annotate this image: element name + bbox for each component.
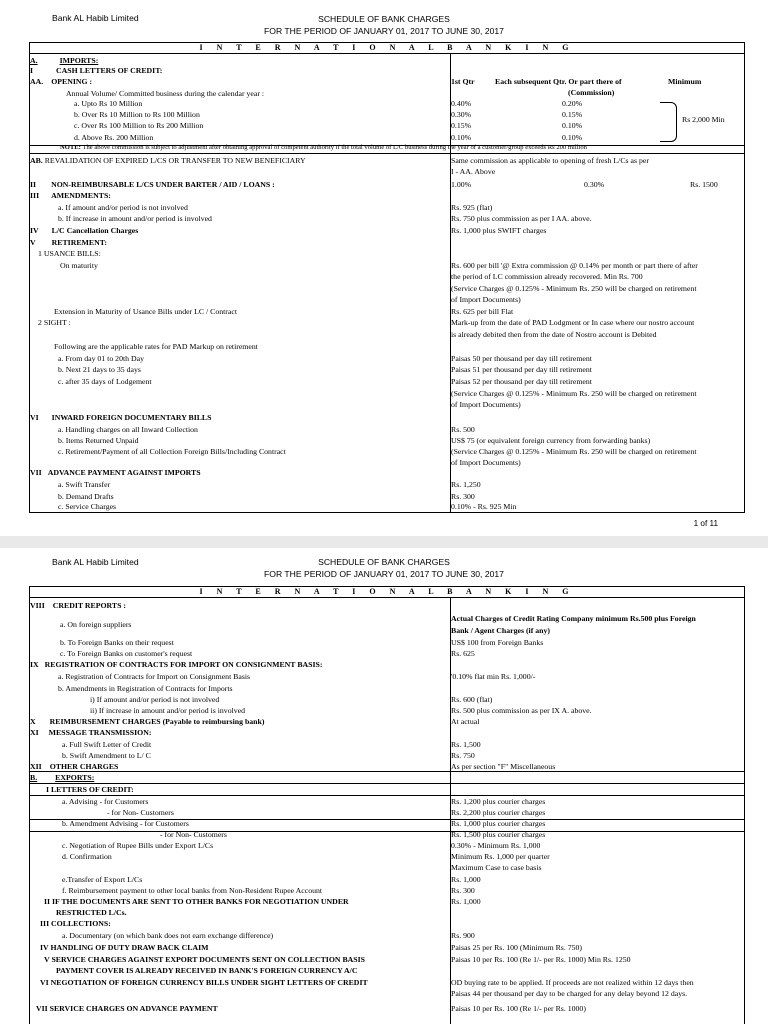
ii-value-3: Rs. 1500: [690, 180, 718, 189]
pad-service-2: of Import Documents): [451, 400, 521, 409]
document-page-2: [0, 548, 768, 1024]
tier-d-qn: 0.10%: [562, 133, 583, 142]
label-ab: AB.: [30, 156, 43, 165]
label-ii: II: [30, 180, 37, 189]
e1-b-value: Rs. 1,000 plus courier charges: [451, 819, 546, 828]
e1-d: d. Confirmation: [62, 852, 112, 861]
ix-a: a. Registration of Contracts for Import on Consignment Basis: [58, 672, 251, 681]
xii-value: As per section "F" Miscellaneous: [451, 762, 556, 771]
vii-text: ADVANCE PAYMENT AGAINST IMPORTS: [47, 468, 201, 477]
pad-a: a. From day 01 to 20th Day: [58, 354, 144, 363]
e1-a2: - for Non- Customers: [107, 808, 174, 817]
section-aa-label: [30, 77, 92, 86]
vii-a: a. Swift Transfer: [58, 480, 111, 489]
ix-text: REGISTRATION OF CONTRACTS FOR IMPORT ON CONSIGNMENT BASIS:: [44, 660, 323, 669]
ix-b: b. Amendments in Registration of Contracts for Imports: [58, 684, 233, 693]
label-xi: XI: [30, 728, 39, 737]
e5-line-2: PAYMENT COVER IS ALREADY RECEIVED IN BANK'S FOREIGN CURRENCY A/C: [56, 966, 358, 975]
iii-a-value: Rs. 925 (flat): [451, 203, 493, 212]
pad-c: c. after 35 days of Lodgement: [58, 377, 152, 386]
bank-name: Bank AL Habib Limited: [52, 557, 139, 567]
viii-a: a. On foreign suppliers: [60, 620, 132, 629]
col-commission: (Commission): [568, 88, 615, 97]
note-row: [60, 143, 587, 152]
section-xii: [30, 762, 118, 771]
col-first-qtr: 1st Qtr: [451, 77, 475, 86]
section-xi: [30, 728, 151, 737]
page-number: 1 of 11: [693, 519, 718, 528]
x-value: At actual: [451, 717, 480, 726]
x-text: REIMBURSEMENT CHARGES (Payable to reimbursing bank): [49, 717, 265, 726]
e1-c-value: 0.30% - Minimum Rs. 1,000: [451, 841, 541, 850]
section-iii: [30, 191, 111, 200]
viii-c: c. To Foreign Banks on customer's request: [60, 649, 193, 658]
iv-text: L/C Cancellation Charges: [51, 226, 139, 235]
e1-b2: - for Non- Customers: [160, 830, 227, 839]
viii-c-value: Rs. 625: [451, 649, 475, 658]
title-line-1: SCHEDULE OF BANK CHARGES: [318, 557, 450, 567]
label-a: A.: [30, 56, 38, 65]
label-iv: IV: [30, 226, 39, 235]
ii-value-1: 1.00%: [451, 180, 472, 189]
tier-a-label: a. Upto Rs 10 Million: [74, 99, 143, 108]
sight-value-2: is already debited then from the date of Nostro account is Debited: [451, 330, 657, 339]
iii-b: b. If increase in amount and/or period is involved: [58, 214, 212, 223]
vi-c: c. Retirement/Payment of all Collection Foreign Bills/Including Contract: [58, 447, 286, 456]
label-aa: AA.: [30, 77, 44, 86]
section-ab: [30, 156, 306, 165]
minimum-value: Rs 2,000 Min: [682, 115, 725, 124]
e6-value-1: OD buying rate to be applied. If proceeds are not realized within 12 days then: [451, 978, 694, 987]
exports-heading: EXPORTS:: [55, 773, 95, 782]
label-vii: VII: [30, 468, 42, 477]
label-viii: VIII: [30, 601, 45, 610]
e3-heading: III COLLECTIONS:: [40, 919, 111, 928]
vii-c-value: 0.10% - Rs. 925 Min: [451, 502, 517, 511]
pad-a-value: Paisas 50 per thousand per day till retirement: [451, 354, 592, 363]
pad-b-value: Paisas 51 per thousand per day till retirement: [451, 365, 592, 374]
note-text: The above commission is subject to adjustment after obtaining approval of competent authority if the total volume of L/C business during the year of a customer/group exceeds Rs 200 million: [82, 144, 587, 151]
tier-c-qn: 0.10%: [562, 121, 583, 130]
section-v: [30, 238, 107, 247]
e1-a: a. Advising - for Customers: [62, 797, 149, 806]
document-title: [170, 13, 598, 37]
v-text: RETIREMENT:: [51, 238, 107, 247]
section-vi: [30, 413, 211, 422]
e2-line-1: II IF THE DOCUMENTS ARE SENT TO OTHER BANKS FOR NEGOTIATION UNDER: [44, 897, 349, 906]
pad-c-value: Paisas 52 per thousand per day till retirement: [451, 377, 592, 386]
row-divider: [30, 795, 744, 796]
maturity-value-4: of Import Documents): [451, 295, 521, 304]
viii-b-value: US$ 100 from Foreign Banks: [451, 638, 544, 647]
section-x: [30, 717, 264, 726]
exports-lc-heading: I LETTERS OF CREDIT:: [46, 785, 134, 794]
e1-d-value-2: Maximum Case to case basis: [451, 863, 542, 872]
xi-b: b. Swift Amendment to L/ C: [62, 751, 151, 760]
label-xii: XII: [30, 762, 42, 771]
document-title: [170, 556, 598, 580]
sight-heading: 2 SIGHT :: [38, 318, 71, 327]
label-i: I: [30, 66, 34, 75]
label-b: B.: [30, 773, 38, 782]
tier-c-q1: 0.15%: [451, 121, 472, 130]
extension-usance: Extension in Maturity of Usance Bills under LC / Contract: [54, 307, 237, 316]
viii-text: CREDIT REPORTS :: [52, 601, 126, 610]
tier-b-label: b. Over Rs 10 Million to Rs 100 Million: [74, 110, 200, 119]
pad-rates-intro: Following are the applicable rates for PAD Markup on retirement: [54, 342, 258, 351]
iii-text: AMENDMENTS:: [51, 191, 111, 200]
e7-heading: VII SERVICE CHARGES ON ADVANCE PAYMENT: [36, 1004, 218, 1013]
section-vii: [30, 468, 201, 477]
section-viii: [30, 601, 126, 610]
vii-c: c. Service Charges: [58, 502, 117, 511]
e4-value: Paisas 25 per Rs. 100 (Minimum Rs. 750): [451, 943, 583, 952]
label-ix: IX: [30, 660, 39, 669]
ii-value-2: 0.30%: [584, 180, 605, 189]
tier-d-q1: 0.10%: [451, 133, 472, 142]
ab-value-2: I - AA. Above: [451, 167, 496, 176]
e1-a-value: Rs. 1,200 plus courier charges: [451, 797, 546, 806]
tier-c-label: c. Over Rs 100 Million to Rs 200 Million: [74, 121, 204, 130]
col-minimum: Minimum: [668, 77, 702, 86]
ix-a-value: '0.10% flat min Rs. 1,000/-: [451, 672, 536, 681]
row-divider: [30, 153, 744, 154]
vii-b-value: Rs. 300: [451, 492, 475, 501]
tier-b-qn: 0.15%: [562, 110, 583, 119]
iii-b-value: Rs. 750 plus commission as per I AA. above.: [451, 214, 592, 223]
col-each-subsequent: Each subsequent Qtr. Or part there of: [495, 77, 622, 86]
usance-bills: 1 USANCE BILLS:: [38, 249, 101, 258]
ii-text: NON-REIMBURSABLE L/CS UNDER BARTER / AID / LOANS :: [51, 180, 275, 189]
ab-text: REVALIDATION OF EXPIRED L/CS OR TRANSFER TO NEW BENEFICIARY: [44, 156, 306, 165]
vii-a-value: Rs. 1,250: [451, 480, 481, 489]
annual-volume-text: Annual Volume/ Committed business during the calendar year :: [66, 89, 265, 98]
e5-line-1: V SERVICE CHARGES AGAINST EXPORT DOCUMENTS SENT ON COLLECTION BASIS: [44, 955, 366, 964]
sight-value-1: Mark-up from the date of PAD Lodgment or In case where our nostro account: [451, 318, 695, 327]
e1-b: b. Amendment Advising - for Customers: [62, 819, 189, 828]
ix-b-i: i) If amount and/or period is not involved: [90, 695, 220, 704]
e1-d-value-1: Minimum Rs. 1,000 per quarter: [451, 852, 550, 861]
section-b: [30, 773, 94, 782]
e1-f: f. Reimbursement payment to other local banks from Non-Resident Rupee Account: [62, 886, 323, 895]
vi-a: a. Handling charges on all Inward Collection: [58, 425, 198, 434]
xi-b-value: Rs. 750: [451, 751, 475, 760]
e2-line-2: RESTRICTED L/Cs.: [56, 908, 127, 917]
iv-value: Rs. 1,000 plus SWIFT charges: [451, 226, 547, 235]
e6-value-2: Paisas 44 per thousand per day to be charged for any delay beyond 12 days.: [451, 989, 688, 998]
row-divider: [30, 831, 744, 832]
label-x: X: [30, 717, 36, 726]
xii-text: OTHER CHARGES: [49, 762, 119, 771]
section-i-label: [30, 66, 162, 75]
pad-b: b. Next 21 days to 35 days: [58, 365, 141, 374]
minimum-brace: [660, 102, 677, 142]
e4-heading: IV HANDLING OF DUTY DRAW BACK CLAIM: [40, 943, 209, 952]
clc-heading: CASH LETTERS OF CREDIT:: [56, 66, 163, 75]
pad-service-1: (Service Charges @ 0.125% - Minimum Rs. 250 will be charged on retirement: [451, 389, 697, 398]
e5-value: Paisas 10 per Rs. 100 (Re 1/- per Rs. 1000) Min Rs. 1250: [451, 955, 631, 964]
e1-e: e.Transfer of Export L/Cs: [62, 875, 143, 884]
maturity-value-1: Rs. 600 per bill '@ Extra commission @ 0.14% per month or part there of after: [451, 261, 698, 270]
section-a-label: [30, 56, 98, 65]
ix-b-ii: ii) If increase in amount and/or period is involved: [90, 706, 246, 715]
tier-b-q1: 0.30%: [451, 110, 472, 119]
vi-text: INWARD FOREIGN DOCUMENTARY BILLS: [51, 413, 212, 422]
e2-value: Rs. 1,000: [451, 897, 481, 906]
extension-value: Rs. 625 per bill Flat: [451, 307, 514, 316]
label-iii: III: [30, 191, 40, 200]
maturity-value-3: (Service Charges @ 0.125% - Minimum Rs. 250 will be charged on retirement: [451, 284, 697, 293]
title-line-1: SCHEDULE OF BANK CHARGES: [318, 14, 450, 24]
e6-heading: VI NEGOTIATION OF FOREIGN CURRENCY BILLS UNDER SIGHT LETTERS OF CREDIT: [40, 978, 368, 987]
maturity-value-2: the period of LC commission already recovered. Min Rs. 700: [451, 272, 643, 281]
label-vi: VI: [30, 413, 39, 422]
e1-e-value: Rs. 1,000: [451, 875, 481, 884]
tier-a-qn: 0.20%: [562, 99, 583, 108]
vi-a-value: Rs. 500: [451, 425, 475, 434]
row-divider: [30, 783, 744, 784]
section-ii: [30, 180, 275, 189]
e7-value: Paisas 10 per Rs. 100 (Re 1/- per Rs. 1000): [451, 1004, 586, 1013]
on-maturity: On maturity: [60, 261, 98, 270]
title-line-2: FOR THE PERIOD OF JANUARY 01, 2017 TO JUNE 30, 2017: [264, 26, 504, 36]
imports-heading: IMPORTS:: [59, 56, 99, 65]
section-iv: [30, 226, 138, 235]
ix-b-i-value: Rs. 600 (flat): [451, 695, 493, 704]
vi-b-value: US$ 75 (or equivalent foreign currency from forwarding banks): [451, 436, 651, 445]
viii-b: b. To Foreign Banks on their request: [60, 638, 174, 647]
vi-c-value-2: of Import Documents): [451, 458, 521, 467]
xi-a: a. Full Swift Letter of Credit: [62, 740, 152, 749]
e1-b2-value: Rs. 1,500 plus courier charges: [451, 830, 546, 839]
vi-b: b. Items Returned Unpaid: [58, 436, 139, 445]
vii-b: b. Demand Drafts: [58, 492, 114, 501]
e3-a-value: Rs. 900: [451, 931, 475, 940]
e3-a: a. Documentary (on which bank does not earn exchange difference): [62, 931, 274, 940]
section-band: I N T E R N A T I O N A L B A N K I N G: [29, 42, 745, 54]
e1-a2-value: Rs. 2,200 plus courier charges: [451, 808, 546, 817]
vi-c-value-1: (Service Charges @ 0.125% - Minimum Rs. 250 will be charged on retirement: [451, 447, 697, 456]
ix-b-ii-value: Rs. 500 plus commission as per IX A. above.: [451, 706, 592, 715]
iii-a: a. If amount and/or period is not involved: [58, 203, 188, 212]
label-v: V: [30, 238, 36, 247]
section-band: I N T E R N A T I O N A L B A N K I N G: [29, 586, 745, 598]
xi-a-value: Rs. 1,500: [451, 740, 481, 749]
e1-c: c. Negotiation of Rupee Bills under Export L/Cs: [62, 841, 214, 850]
row-divider: [30, 771, 744, 772]
tier-d-label: d. Above Rs. 200 Million: [74, 133, 154, 142]
note-label: NOTE:: [60, 144, 81, 151]
opening-heading: OPENING :: [51, 77, 93, 86]
viii-a-value-2: Bank / Agent Charges (if any): [451, 626, 550, 635]
ab-value-1: Same commission as applicable to opening of fresh L/Cs as per: [451, 156, 649, 165]
viii-a-value-1: Actual Charges of Credit Rating Company minimum Rs.500 plus Foreign: [451, 614, 696, 623]
tier-a-q1: 0.40%: [451, 99, 472, 108]
xi-text: MESSAGE TRANSMISSION:: [48, 728, 152, 737]
bank-name: Bank AL Habib Limited: [52, 13, 139, 23]
section-ix: [30, 660, 322, 669]
e1-f-value: Rs. 300: [451, 886, 475, 895]
title-line-2: FOR THE PERIOD OF JANUARY 01, 2017 TO JUNE 30, 2017: [264, 569, 504, 579]
